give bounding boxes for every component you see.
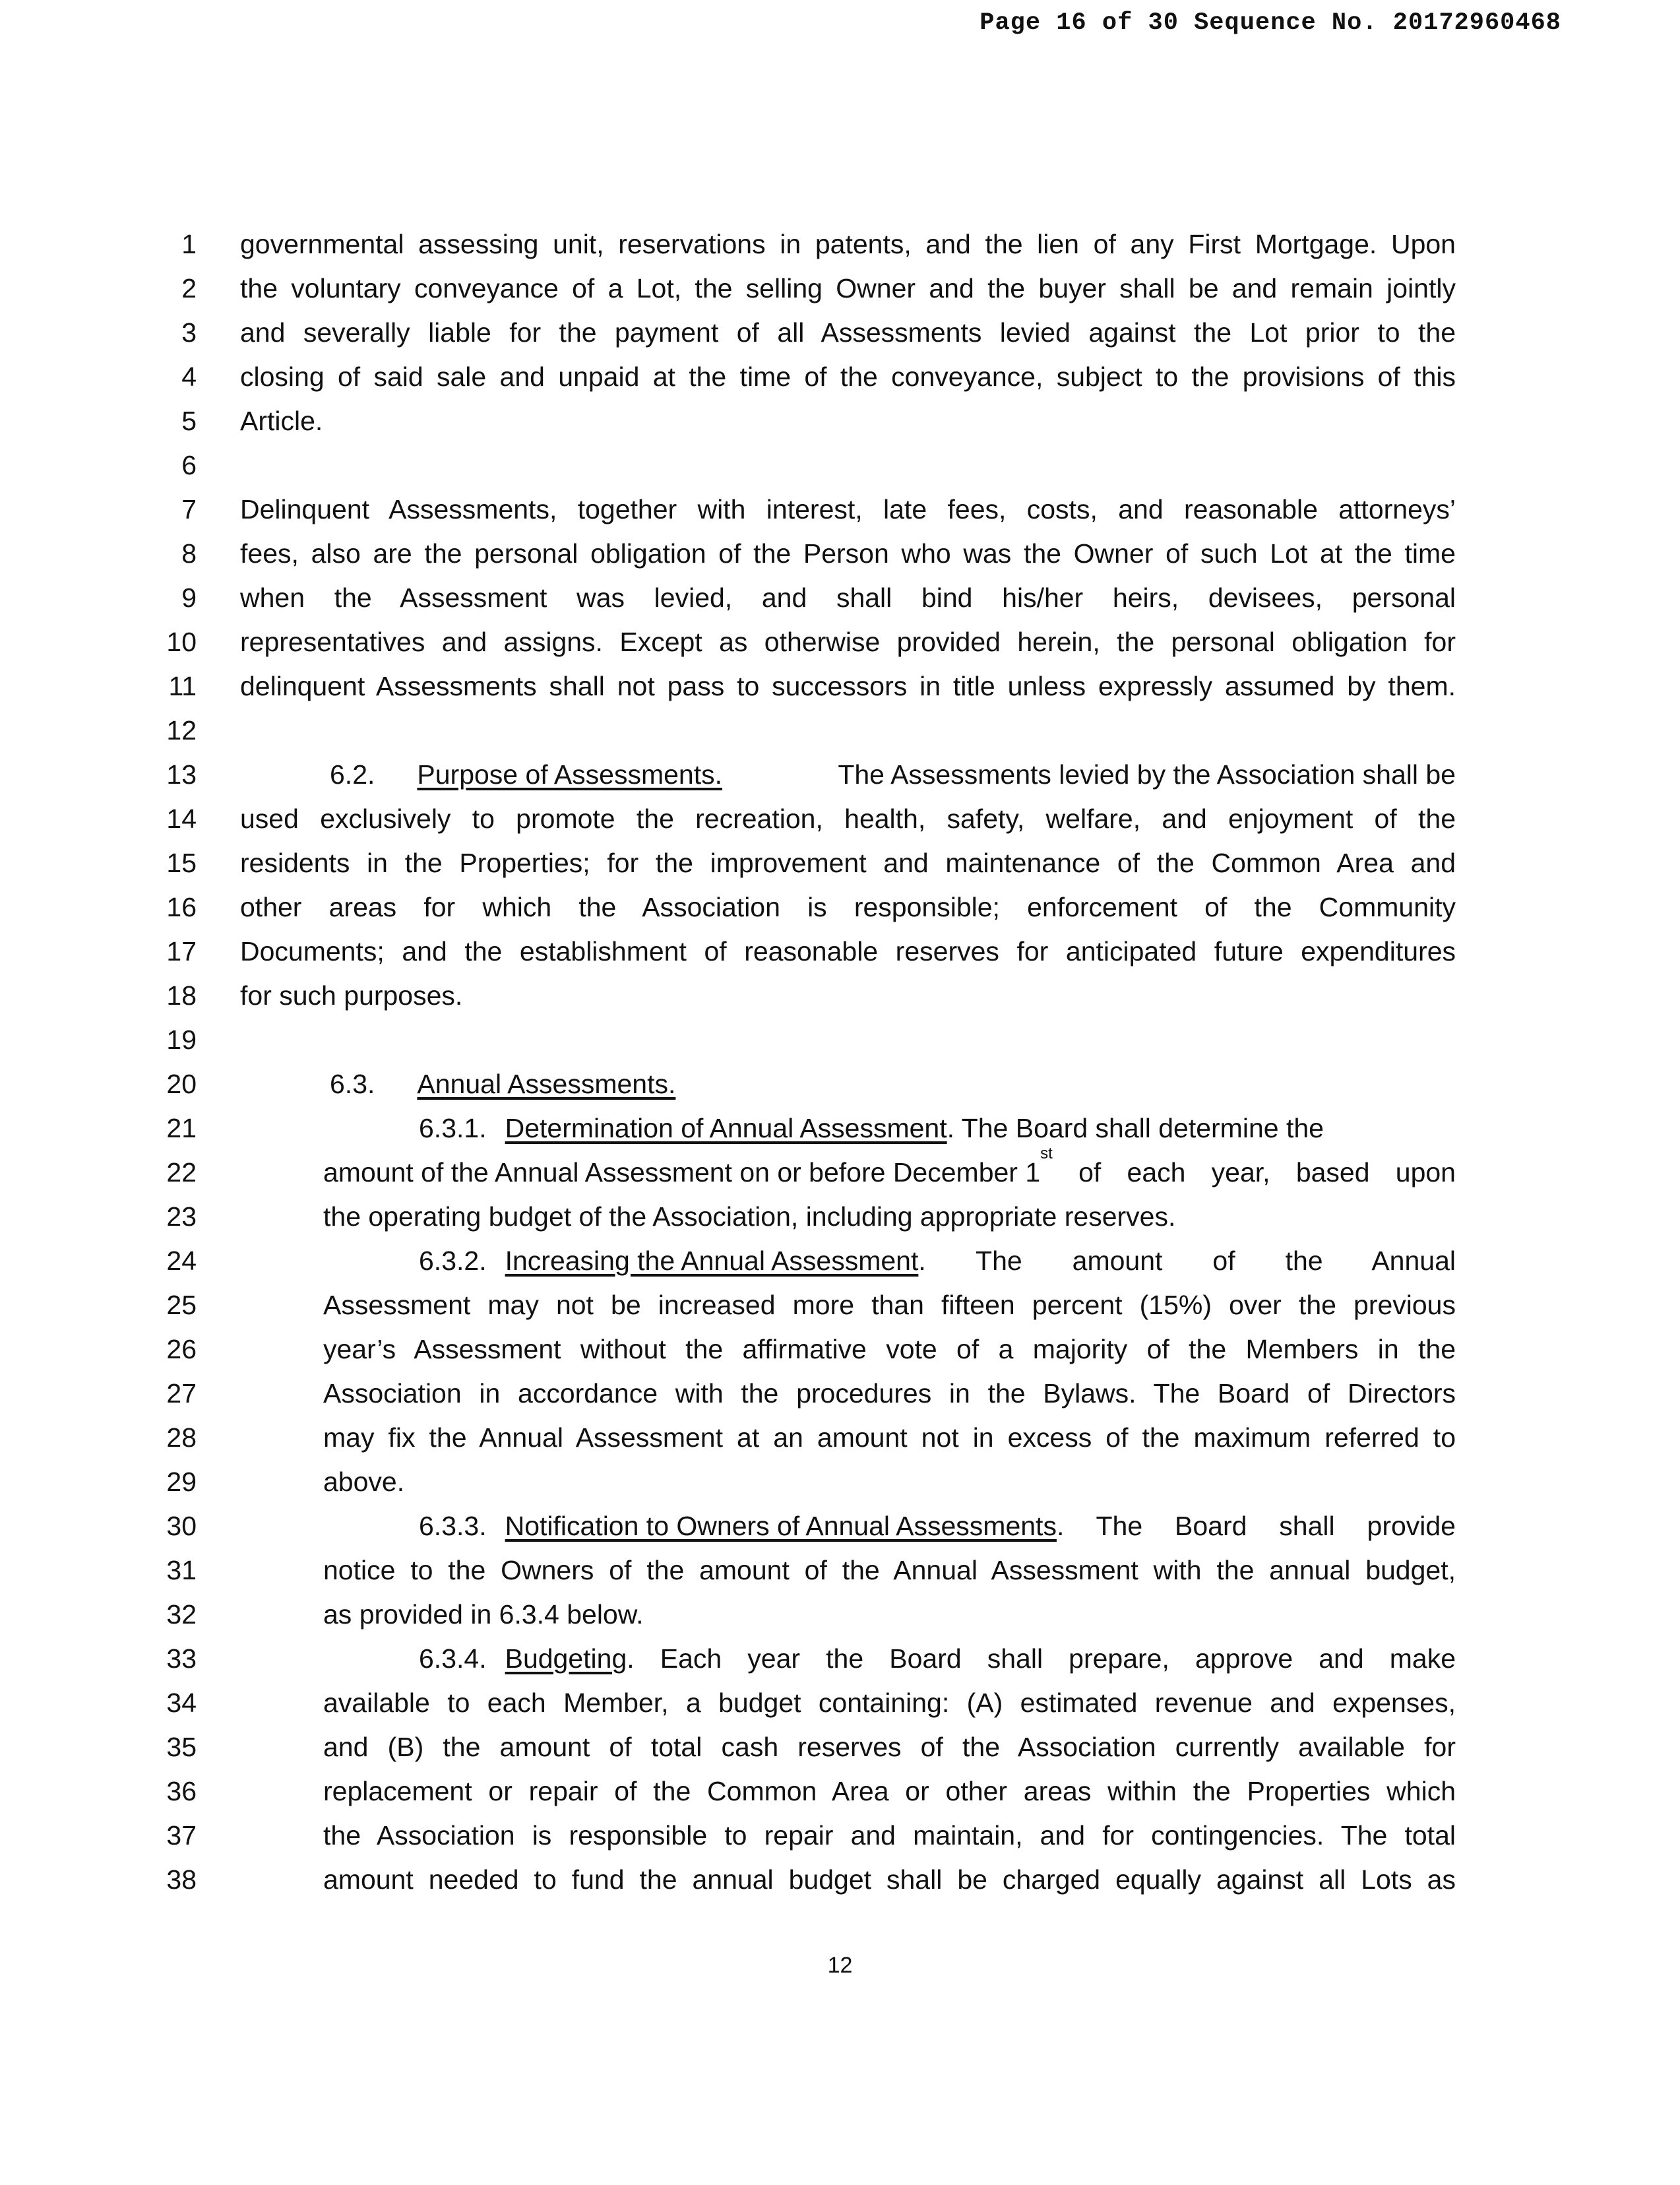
line-number: 12 bbox=[166, 715, 197, 745]
section-number: 6.3.3. bbox=[419, 1511, 487, 1541]
line-number: 10 bbox=[166, 627, 197, 657]
text-line: The Assessments levied by the Association shall be bbox=[838, 759, 1456, 790]
line-number: 2 bbox=[181, 273, 197, 303]
text-line: other areas for which the Association is responsible; enforcement of the Community bbox=[240, 892, 1456, 922]
text-line: the voluntary conveyance of a Lot, the selling Owner and the buyer shall be and remain jointly bbox=[240, 273, 1456, 303]
text-line: available to each Member, a budget containing: (A) estimated revenue and expenses, bbox=[323, 1688, 1456, 1718]
line-number: 27 bbox=[166, 1378, 197, 1409]
section-number: 6.2. bbox=[330, 759, 375, 790]
line-number: 14 bbox=[166, 804, 197, 834]
line-number: 6 bbox=[181, 450, 197, 480]
text-line: the Association is responsible to repair and maintain, and for contingencies. The total bbox=[323, 1820, 1456, 1851]
line-number: 35 bbox=[166, 1732, 197, 1762]
line-number: 38 bbox=[166, 1864, 197, 1895]
text-line: Article. bbox=[240, 406, 323, 436]
text-line: and (B) the amount of total cash reserves of the Association currently available for bbox=[323, 1732, 1456, 1762]
section-6-3-4-line bbox=[419, 1640, 1456, 1677]
section-heading: Increasing the Annual Assessment bbox=[505, 1246, 919, 1276]
text-line: year’s Assessment without the affirmative vote of a majority of the Members in the bbox=[323, 1334, 1456, 1364]
text-line: closing of said sale and unpaid at the time of the conveyance, subject to the provisions of this bbox=[240, 362, 1456, 392]
section-number: 6.3.2. bbox=[419, 1246, 487, 1276]
line-number: 15 bbox=[166, 848, 197, 878]
line-number: 30 bbox=[166, 1511, 197, 1541]
text-segment: of each year, based upon bbox=[1052, 1157, 1456, 1188]
line-number: 23 bbox=[166, 1201, 197, 1232]
line-number: 29 bbox=[166, 1467, 197, 1497]
text-line: fees, also are the personal obligation of the Person who was the Owner of such Lot at the time bbox=[240, 538, 1456, 569]
section-6-2-line bbox=[330, 756, 1456, 793]
text-line: replacement or repair of the Common Area or other areas within the Properties which bbox=[323, 1776, 1456, 1806]
line-number: 25 bbox=[166, 1290, 197, 1320]
text-segment: amount of the Annual Assessment on or before December 1 bbox=[323, 1157, 1041, 1188]
page-number: 12 bbox=[827, 1953, 853, 1978]
section-6-3-line bbox=[330, 1065, 675, 1102]
line-number: 26 bbox=[166, 1334, 197, 1364]
section-heading: Determination of Annual Assessment bbox=[505, 1113, 947, 1143]
section-heading: Notification to Owners of Annual Assessments bbox=[505, 1511, 1057, 1541]
text-line: for such purposes. bbox=[240, 980, 463, 1011]
text-line: may fix the Annual Assessment at an amount not in excess of the maximum referred to bbox=[323, 1422, 1456, 1453]
text-line: Delinquent Assessments, together with interest, late fees, costs, and reasonable attorneys’ bbox=[240, 494, 1456, 524]
text-line: used exclusively to promote the recreation, health, safety, welfare, and enjoyment of the bbox=[240, 804, 1456, 834]
line-number: 28 bbox=[166, 1422, 197, 1453]
text-segment: . The amount of the Annual bbox=[918, 1246, 1456, 1276]
line-number: 17 bbox=[166, 936, 197, 966]
line-number: 1 bbox=[181, 229, 197, 259]
text-line: when the Assessment was levied, and shall bind his/her heirs, devisees, personal bbox=[240, 583, 1456, 613]
text-line: notice to the Owners of the amount of the Annual Assessment with the annual budget, bbox=[323, 1555, 1456, 1585]
line-number: 31 bbox=[166, 1555, 197, 1585]
line-number: 37 bbox=[166, 1820, 197, 1851]
text-line: Documents; and the establishment of reasonable reserves for anticipated future expenditures bbox=[240, 936, 1456, 966]
section-heading: Budgeting bbox=[505, 1643, 627, 1674]
line-number: 34 bbox=[166, 1688, 197, 1718]
line-number: 9 bbox=[181, 583, 197, 613]
line-number: 32 bbox=[166, 1599, 197, 1630]
section-6-3-2-line bbox=[419, 1242, 1456, 1279]
text-line: above. bbox=[323, 1467, 405, 1497]
line-number: 24 bbox=[166, 1246, 197, 1276]
text-line bbox=[323, 1145, 1456, 1191]
line-number: 5 bbox=[181, 406, 197, 436]
section-heading: Annual Assessments. bbox=[417, 1069, 676, 1099]
line-number: 8 bbox=[181, 538, 197, 569]
text-line: amount needed to fund the annual budget shall be charged equally against all Lots as bbox=[323, 1864, 1456, 1895]
section-6-3-3-line bbox=[419, 1507, 1456, 1544]
text-line: Assessment may not be increased more than fifteen percent (15%) over the previous bbox=[323, 1290, 1456, 1320]
line-number: 3 bbox=[181, 317, 197, 348]
line-number: 16 bbox=[166, 892, 197, 922]
section-number: 6.3.1. bbox=[419, 1113, 487, 1143]
text-line: the operating budget of the Association, including appropriate reserves. bbox=[323, 1201, 1176, 1232]
text-line: governmental assessing unit, reservations in patents, and the lien of any First Mortgage. Upon bbox=[240, 229, 1456, 259]
page-header: Page 16 of 30 Sequence No. 20172960468 bbox=[980, 9, 1561, 37]
line-number: 7 bbox=[181, 494, 197, 524]
text-segment: . The Board shall provide bbox=[1056, 1511, 1456, 1541]
line-number: 18 bbox=[166, 980, 197, 1011]
text-segment: . The Board shall determine the bbox=[947, 1113, 1324, 1143]
text-line: Association in accordance with the procedures in the Bylaws. The Board of Directors bbox=[323, 1378, 1456, 1409]
line-number: 13 bbox=[166, 759, 197, 790]
text-line: residents in the Properties; for the improvement and maintenance of the Common Area and bbox=[240, 848, 1456, 878]
line-number: 22 bbox=[166, 1157, 197, 1188]
line-number: 4 bbox=[181, 362, 197, 392]
text-segment: . Each year the Board shall prepare, approve and make bbox=[627, 1643, 1456, 1674]
section-6-3-1-line bbox=[419, 1110, 1456, 1147]
superscript: st bbox=[1040, 1145, 1053, 1162]
text-line: and severally liable for the payment of all Assessments levied against the Lot prior to the bbox=[240, 317, 1456, 348]
text-line: delinquent Assessments shall not pass to successors in title unless expressly assumed by them. bbox=[240, 671, 1456, 701]
text-line: representatives and assigns. Except as otherwise provided herein, the personal obligation for bbox=[240, 627, 1456, 657]
line-number: 20 bbox=[166, 1069, 197, 1099]
line-number: 36 bbox=[166, 1776, 197, 1806]
line-number: 21 bbox=[166, 1113, 197, 1143]
line-number: 33 bbox=[166, 1643, 197, 1674]
line-number: 11 bbox=[168, 671, 197, 701]
text-line: as provided in 6.3.4 below. bbox=[323, 1599, 644, 1630]
line-number: 19 bbox=[166, 1025, 197, 1055]
section-number: 6.3. bbox=[330, 1069, 375, 1099]
section-number: 6.3.4. bbox=[419, 1643, 487, 1674]
section-heading: Purpose of Assessments. bbox=[417, 759, 723, 790]
